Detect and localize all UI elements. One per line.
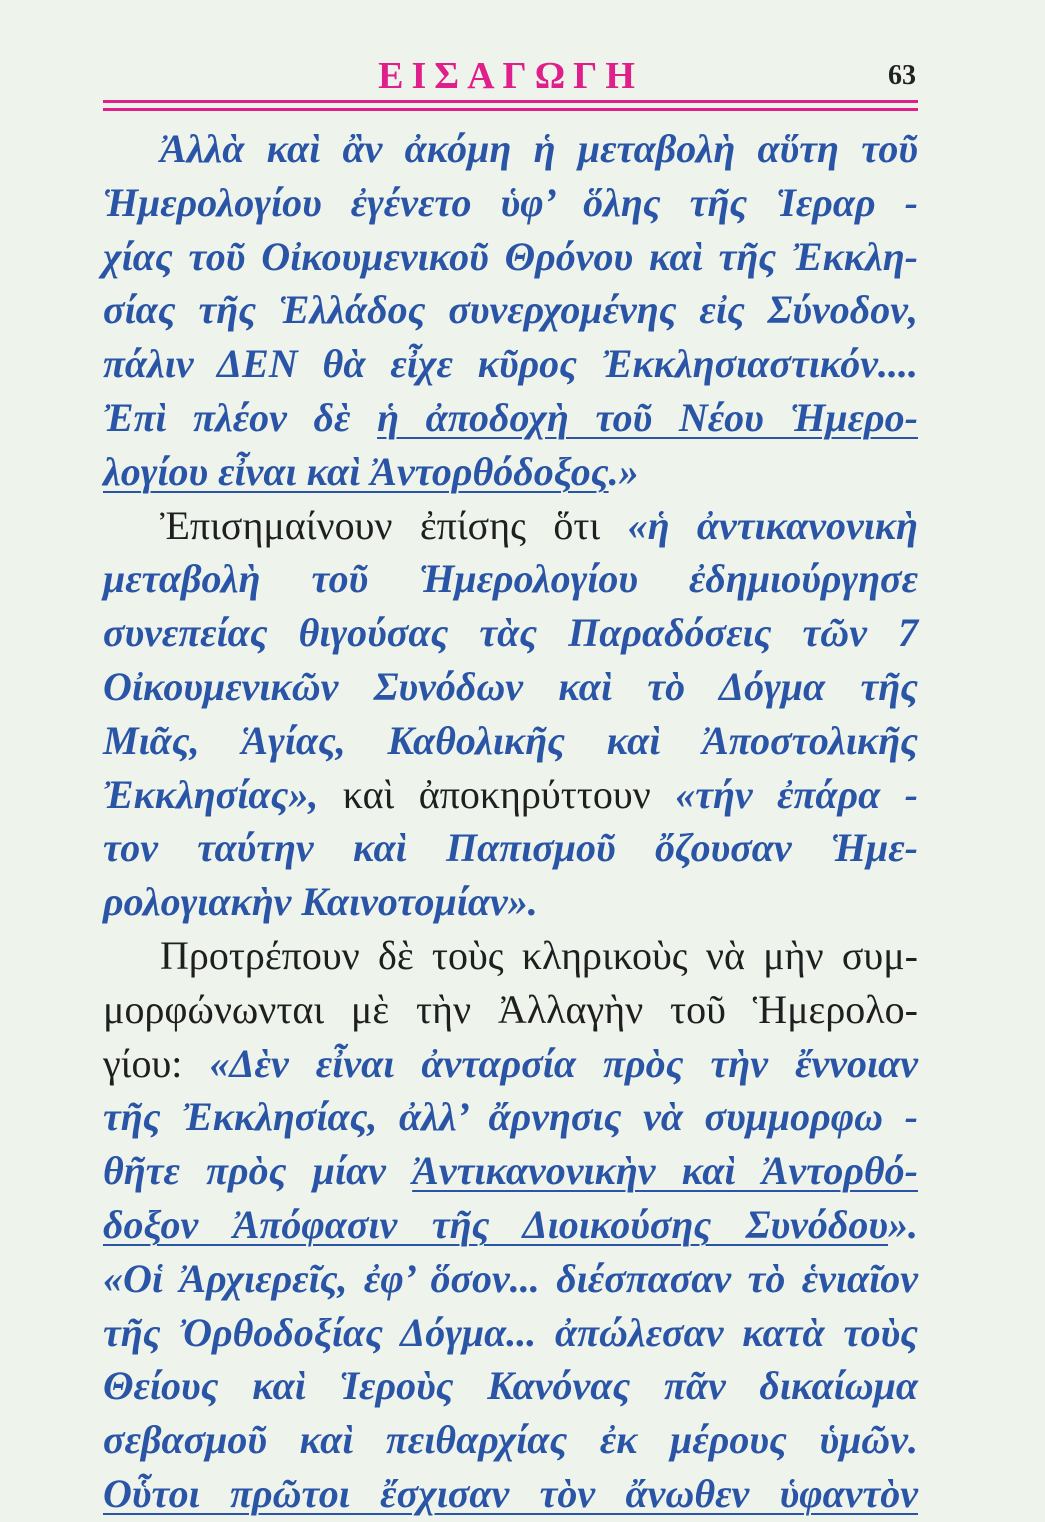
text-segment: Ἐκκλησίας»,	[103, 771, 343, 817]
text-segment: .»	[608, 448, 639, 494]
text-segment: θῆτε πρὸς μίαν	[103, 1148, 413, 1194]
text-line	[103, 1467, 918, 1521]
text-segment: πάλιν ΔΕΝ θὰ εἶχε κῦρος Ἐκκλησιαστικόν....	[103, 341, 918, 387]
text-segment: Προτρέπουν δὲ τοὺς κληρικοὺς νὰ μὴν συμ-	[160, 932, 918, 978]
text-segment: Ἡμερολογίου ἐγένετο ὑφ’ ὅλης τῆς Ἱεραρ -	[103, 179, 918, 225]
text-segment: «τήν ἐπάρα -	[675, 771, 918, 817]
text-line	[103, 1306, 918, 1360]
chapter-title: ΕΙΣΑΓΩΓΗ	[378, 55, 643, 97]
text-line	[103, 391, 918, 445]
text-segment: γίου:	[103, 1040, 210, 1086]
text-line	[103, 929, 918, 983]
text-segment: ».	[888, 1201, 918, 1247]
text-segment: καὶ ἀποκηρύττουν	[342, 771, 676, 817]
text-segment: δοξον Ἀπόφασιν τῆς Διοικούσης Συνόδου	[103, 1201, 888, 1247]
text-line	[103, 445, 918, 499]
text-segment: Μιᾶς, Ἁγίας, Καθολικῆς καὶ Ἀποστολικῆς	[103, 717, 918, 763]
text-segment: Ἐπισημαίνουν ἐπίσης ὅτι	[160, 502, 628, 548]
text-line	[103, 714, 918, 768]
header-rule-top	[103, 100, 918, 103]
text-segment: σίας τῆς Ἑλλάδος συνερχομένης εἰς Σύνοδον,	[103, 287, 918, 333]
body-text	[103, 122, 918, 1521]
text-segment: μορφώνωνται μὲ τὴν Ἀλλαγὴν τοῦ Ἡμερολο-	[103, 986, 918, 1032]
text-line	[103, 1090, 918, 1144]
text-segment: μεταβολὴ τοῦ Ἡμερολογίου ἐδημιούργησε	[103, 556, 918, 602]
text-line	[103, 875, 918, 929]
text-segment: συνεπείας θιγούσας τὰς Παραδόσεις τῶν 7	[103, 610, 918, 656]
text-segment: Θείους καὶ Ἱεροὺς Κανόνας πᾶν δικαίωμα	[103, 1363, 918, 1409]
text-line	[103, 983, 918, 1037]
text-segment: σεβασμοῦ καὶ πειθαρχίας ἐκ μέρους ὑμῶν.	[103, 1417, 918, 1463]
text-segment: Οἰκουμενικῶν Συνόδων καὶ τὸ Δόγμα τῆς	[103, 663, 918, 709]
text-segment: χίας τοῦ Οἰκουμενικοῦ Θρόνου καὶ τῆς Ἐκκλη-	[103, 233, 918, 279]
text-segment: «Δὲν εἶναι ἀνταρσία πρὸς τὴν ἔννοιαν	[209, 1040, 918, 1086]
text-segment: τον ταύτην καὶ Παπισμοῦ ὄζουσαν Ἡμε-	[103, 825, 918, 871]
text-line	[103, 660, 918, 714]
text-line	[103, 283, 918, 337]
text-line	[103, 499, 918, 553]
text-segment: «Οἱ Ἀρχιερεῖς, ἐφ’ ὅσον... διέσπασαν τὸ ἑνιαῖον	[103, 1255, 918, 1301]
text-line	[103, 1359, 918, 1413]
text-line	[103, 230, 918, 284]
text-line	[103, 122, 918, 176]
text-line	[103, 1252, 918, 1306]
text-segment: τῆς Ὀρθοδοξίας Δόγμα... ἀπώλεσαν κατὰ τοὺς	[103, 1309, 918, 1355]
text-segment: Ἐπὶ πλέον δὲ	[103, 394, 378, 440]
text-line	[103, 1198, 918, 1252]
text-line	[103, 1037, 918, 1091]
text-line	[103, 768, 918, 822]
text-line	[103, 552, 918, 606]
text-segment: «ἡ ἀντικανονικὴ	[627, 502, 918, 548]
header-rule-bottom	[103, 108, 918, 111]
text-segment: λογίου εἶναι καὶ Ἀντορθόδοξος	[103, 448, 609, 494]
text-segment: ρολογιακὴν Καινοτομίαν».	[103, 879, 538, 925]
running-header	[103, 52, 918, 98]
text-segment: Ἀλλὰ καὶ ἂν ἀκόμη ἡ μεταβολὴ αὕτη τοῦ	[160, 126, 918, 171]
text-line	[103, 1144, 918, 1198]
text-segment: Οὗτοι πρῶτοι ἔσχισαν τὸν ἄνωθεν ὑφαντὸν	[103, 1470, 918, 1516]
text-line	[103, 176, 918, 230]
text-line	[103, 1413, 918, 1467]
text-segment: τῆς Ἐκκλησίας, ἀλλ’ ἄρνησις νὰ συμμορφω -	[103, 1094, 918, 1140]
text-line	[103, 606, 918, 660]
text-line	[103, 337, 918, 391]
text-segment: ἡ ἀποδοχὴ τοῦ Νέου Ἡμερο-	[377, 394, 918, 440]
text-segment: Ἀντικανονικὴν καὶ Ἀντορθό-	[412, 1148, 918, 1194]
page-number: 63	[888, 60, 916, 91]
text-line	[103, 821, 918, 875]
